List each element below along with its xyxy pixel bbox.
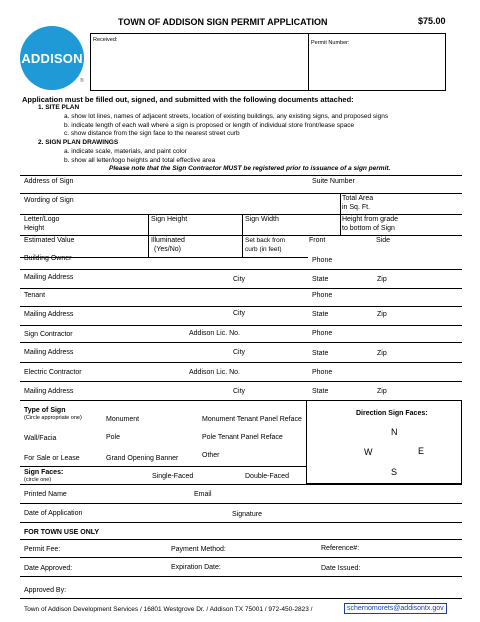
owner-city-label: City [233,276,246,283]
contractor-mailing-address-label: Mailing Address [24,349,74,356]
building-owner-label: Building Owner [24,255,72,262]
direction-n[interactable]: N [391,427,398,437]
instructions-intro: Application must be filled out, signed, and submitted with the following documents attached: [22,95,354,104]
type-of-sign-label: Type of Sign [24,407,66,414]
tenant-state-label: State [312,311,329,318]
electric-lic-label: Addison Lic. No. [189,369,240,376]
payment-method-label: Payment Method: [171,546,226,553]
letter-logo-label-2: Height [24,225,45,232]
date-issued-label: Date Issued: [321,565,361,572]
owner-phone-label: Phone [312,257,333,264]
tenant-phone-label: Phone [312,292,333,299]
registered-mark: ® [80,78,84,84]
direction-s[interactable]: S [391,467,398,477]
illuminated-label-2: (Yes/No) [154,246,181,253]
contractor-state-label: State [312,350,329,357]
total-area-label-2: in Sq. Ft. [342,204,371,211]
contractor-note: Please note that the Sign Contractor MUST be registered prior to issuance of a sign permit. [109,165,391,172]
height-grade-label-1: Height from grade [342,216,399,223]
date-approved-label: Date Approved: [24,565,73,572]
instruction-1a: a. show lot lines, names of adjacent streets, location of existing buildings, any existing signs, and proposed signs [64,113,389,120]
estimated-value-label: Estimated Value [24,237,75,244]
fee-amount: $75.00 [418,16,446,26]
sign-faces-sub: (circle one) [24,477,52,483]
option-monument-tenant-panel[interactable]: Monument Tenant Panel Reface [202,416,302,423]
signature-label: Signature [232,511,262,518]
setback-label-2: curb (in feet) [245,246,282,253]
sign-width-label: Sign Width [245,216,279,223]
sign-height-label: Sign Height [151,216,188,223]
sign-contractor-lic-label: Addison Lic. No. [189,330,240,337]
electric-mailing-address-label: Mailing Address [24,388,74,395]
letter-logo-label-1: Letter/Logo [24,216,60,223]
approved-by-label: Approved By: [24,587,67,594]
instruction-sign-plan: 2. SIGN PLAN DRAWINGS [38,139,119,146]
date-of-application-label: Date of Application [24,510,83,517]
owner-state-label: State [312,276,329,283]
electric-phone-label: Phone [312,369,333,376]
option-double-faced[interactable]: Double-Faced [245,473,289,480]
electric-contractor-label: Electric Contractor [24,369,82,376]
footer-email-link[interactable]: schernomorets@addisontx.gov [344,603,447,614]
footer-address: Town of Addison Development Services / 16801 Westgrove Dr. / Addison TX 75001 / 972-450-2823 / [24,606,313,613]
setback-label-1: Set back from [245,237,286,244]
contractor-zip-label: Zip [377,350,387,357]
height-grade-label-2: to bottom of Sign [342,225,395,232]
printed-name-label: Printed Name [24,491,67,498]
instruction-2a: a. indicate scale, materials, and paint color [64,148,187,155]
instruction-2b: b. show all letter/logo heights and total effective area [64,157,216,164]
option-for-sale-lease[interactable]: For Sale or Lease [24,455,80,462]
expiration-date-label: Expiration Date: [171,564,221,571]
side-label: Side [376,237,391,244]
tenant-mailing-address-label: Mailing Address [24,311,74,318]
instruction-1c: c. show distance from the sign face to the nearest street curb [64,130,240,137]
option-pole-tenant-panel[interactable]: Pole Tenant Panel Reface [202,434,283,441]
suite-number-label: Suite Number [312,178,355,185]
permit-number-label: Permit Number: [311,40,350,46]
page-title: TOWN OF ADDISON SIGN PERMIT APPLICATION [118,17,328,27]
instruction-1b: b. indicate length of each wall where a sign is proposed or length of individual store front/lease space [64,122,355,129]
logo-text: ADDISON [21,50,83,66]
option-grand-opening[interactable]: Grand Opening Banner [106,455,179,462]
tenant-label: Tenant [24,292,46,299]
sign-faces-label: Sign Faces: [24,469,64,476]
illuminated-label-1: Illuminated [151,237,185,244]
received-box [90,33,446,91]
sign-contractor-phone-label: Phone [312,330,333,337]
instruction-site-plan: 1. SITE PLAN [38,104,80,111]
direction-label: Direction Sign Faces: [356,410,428,417]
address-of-sign-label: Address of Sign [24,178,74,185]
sign-contractor-label: Sign Contractor [24,331,73,338]
total-area-label-1: Total Area [342,195,374,202]
option-monument[interactable]: Monument [106,416,140,423]
tenant-zip-label: Zip [377,311,387,318]
option-pole[interactable]: Pole [106,434,121,441]
town-use-heading: FOR TOWN USE ONLY [24,529,100,536]
option-other[interactable]: Other [202,452,220,459]
addison-logo [20,26,84,90]
tenant-city-label: City [233,310,246,317]
option-single-faced[interactable]: Single-Faced [152,473,194,480]
wording-of-sign-label: Wording of Sign [24,197,74,204]
permit-fee-label: Permit Fee: [24,546,61,553]
reference-label: Reference#: [321,545,360,552]
direction-e[interactable]: E [418,446,425,456]
owner-zip-label: Zip [377,276,387,283]
option-wall-facia[interactable]: Wall/Facia [24,435,57,442]
email-label: Email [194,491,212,498]
electric-state-label: State [312,388,329,395]
type-of-sign-sub: (Circle appropriate one) [24,415,82,421]
received-label: Received: [93,37,118,43]
owner-mailing-address-label: Mailing Address [24,274,74,281]
electric-city-label: City [233,388,246,395]
front-label: Front [309,237,326,244]
contractor-city-label: City [233,349,246,356]
electric-zip-label: Zip [377,388,387,395]
direction-w[interactable]: W [364,447,373,457]
